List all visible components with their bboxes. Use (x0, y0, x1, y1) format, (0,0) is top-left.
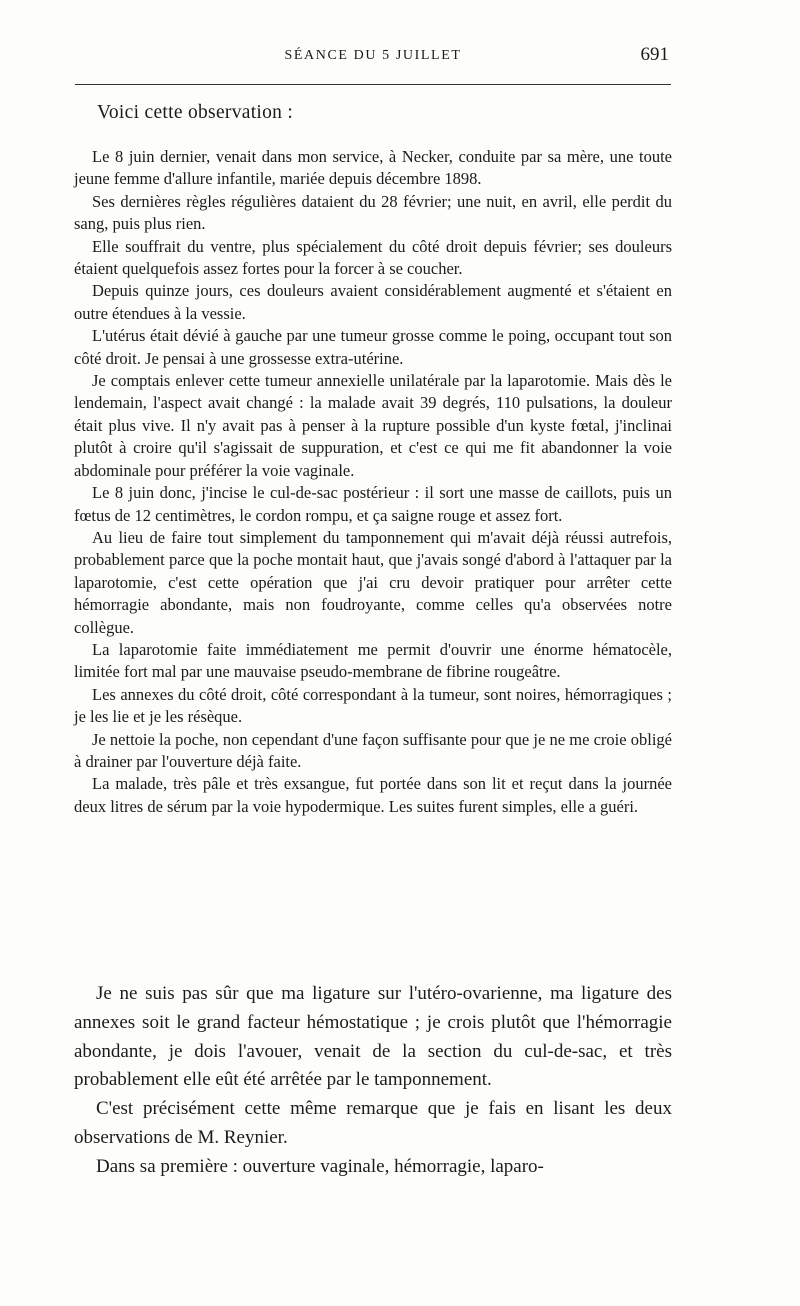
paragraph: Ses dernières règles régulières dataient du 28 février; une nuit, en avril, elle perdit du sang, puis plus rien. (74, 191, 672, 234)
paragraph: Le 8 juin donc, j'incise le cul-de-sac postérieur : il sort une masse de caillots, puis un fœtus de 12 centimètres, le cordon rompu, et ça saigne rouge et assez fort. (74, 483, 672, 525)
running-header (75, 44, 671, 74)
paragraph: C'est précisément cette même remarque que je fais en lisant les deux observations de M. Reynier. (74, 1098, 672, 1148)
paragraph: La laparotomie faite immédiatement me permit d'ouvrir une énorme hématocèle, limitée fort mal par une mauvaise pseudo-membrane de fibrine rougeâtre. (74, 639, 672, 682)
paragraph: Je comptais enlever cette tumeur annexielle unilatérale par la laparotomie. Mais dès le lendemain, l'aspect avait changé : la malade avait 39 degrés, 110 pulsations, la douleur était plus vive. Il n'y avait pas à penser à la rupture possible d'un kyste fœtal, j'inclinai plutôt à croire qu'il s'agissait de suppuration, et c'est ce qui me fit abandonner la voie abdominale pour préférer la voie vaginale. (74, 371, 672, 480)
page-number: 691 (640, 44, 669, 65)
paragraph: Elle souffrait du ventre, plus spécialement du côté droit depuis février; ses douleurs étaient quelquefois assez fortes pour la forcer à se coucher. (74, 236, 672, 279)
observation-text (74, 146, 672, 818)
paragraph: La malade, très pâle et très exsangue, fut portée dans son lit et reçut dans la journée deux litres de sérum par la voie hypodermique. Les suites furent simples, elle a guéri. (74, 774, 672, 816)
paragraph: Dans sa première : ouverture vaginale, hémorragie, laparo- (96, 1155, 544, 1177)
paragraph: Au lieu de faire tout simplement du tamponnement qui m'avait déjà réussi autrefois, probablement parce que la poche montait haut, que j'avais songé d'abord à l'attaquer par la laparotomie, c'est cette opération que j'ai cru devoir pratiquer pour arrêter cette hémorragie abondante, mais non foudroyante, comme celles qu'a observées notre collègue. (74, 527, 672, 637)
paragraph: Les annexes du côté droit, côté correspondant à la tumeur, sont noires, hémorragiques ; je les lie et je les résèque. (74, 684, 672, 727)
header-title: SÉANCE DU 5 JUILLET (284, 48, 462, 63)
intro-line: Voici cette observation : (97, 102, 294, 123)
paragraph: Je ne suis pas sûr que ma ligature sur l'utéro-ovarienne, ma ligature des annexes soit le grand facteur hémostatique ; je crois plutôt que l'hémorragie abondante, je dois l'avouer, venait de la section du cul-de-sac, et très probablement elle eût été arrêtée par le tamponnement. (74, 983, 672, 1091)
paragraph: Depuis quinze jours, ces douleurs avaient considérablement augmenté et s'étaient en outre étendues à la vessie. (74, 281, 672, 323)
paragraph: L'utérus était dévié à gauche par une tumeur grosse comme le poing, occupant tout son côté droit. Je pensai à une grossesse extra-utérine. (74, 326, 672, 368)
header-rule (75, 84, 671, 85)
main-text (74, 980, 672, 1182)
paragraph: Je nettoie la poche, non cependant d'une façon suffisante pour que je ne me croie obligé à drainer par l'ouverture déjà faite. (74, 729, 672, 771)
paragraph: Le 8 juin dernier, venait dans mon service, à Necker, conduite par sa mère, une toute jeune femme d'allure infantile, mariée depuis décembre 1898. (74, 147, 672, 189)
